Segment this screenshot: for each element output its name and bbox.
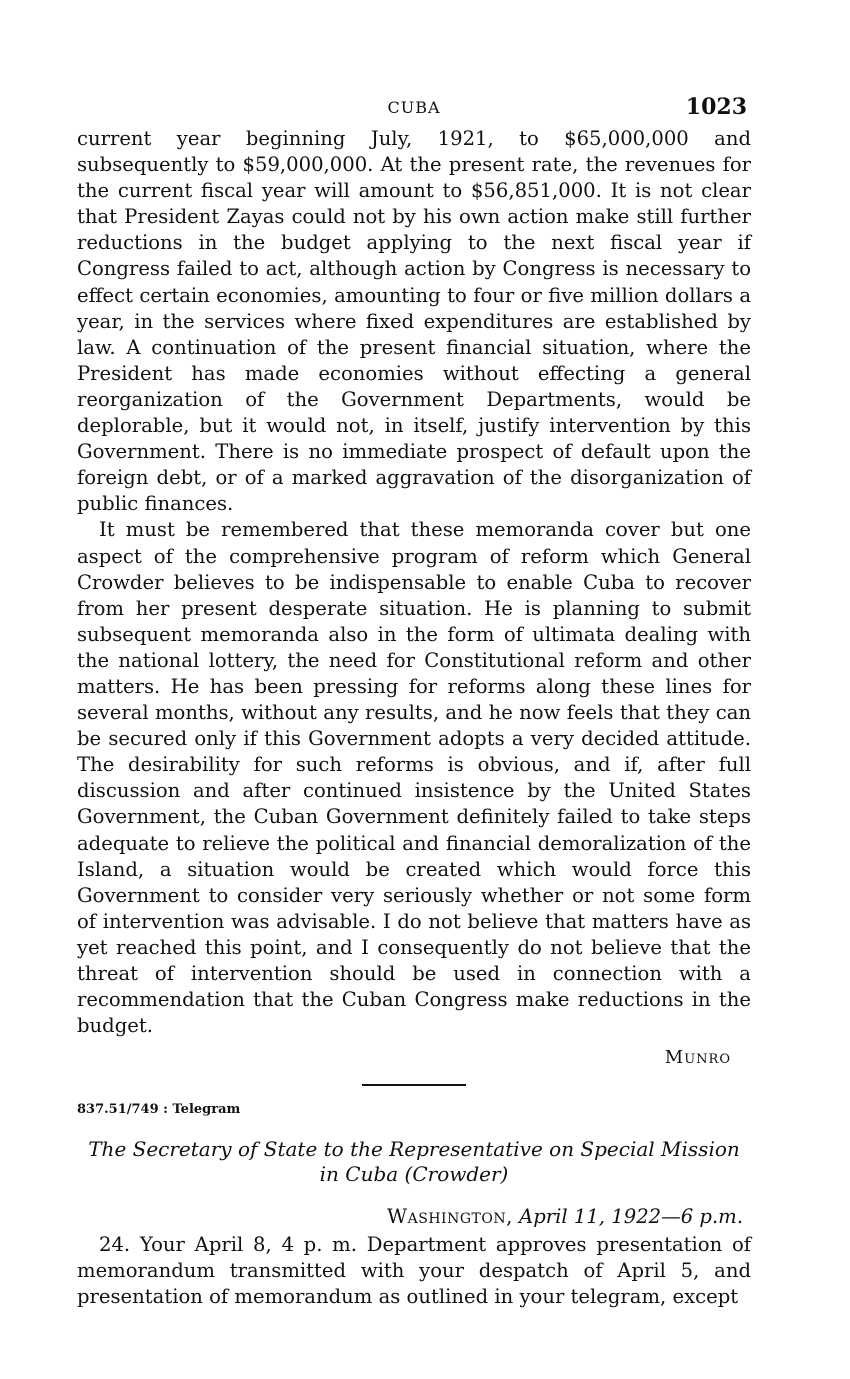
running-header	[77, 90, 751, 126]
telegram-body: 24. Your April 8, 4 p. m. Department approves presentation of memorandum transmitted with your despatch of April 5, and presentation of memorandum as outlined in your telegram, except	[77, 1233, 751, 1309]
dateline-place: Washington,	[387, 1205, 513, 1229]
signature: Munro	[664, 1047, 731, 1069]
page-number: 1023	[685, 94, 747, 120]
document-heading: The Secretary of State to the Representative on Special Mission in Cuba (Crowder)	[88, 1137, 740, 1187]
section-divider	[362, 1084, 466, 1086]
dateline-date: April 11, 1922—6 p.m.	[519, 1205, 743, 1229]
document-page	[77, 90, 751, 1311]
file-reference: 837.51/749 : Telegram	[77, 1102, 241, 1118]
dateline	[77, 1205, 751, 1228]
memo-paragraph-continued: current year beginning July, 1921, to $65,000,000 and subsequently to $59,000,000. At the present rate, the revenues for the current fiscal year will amount to $56,851,000. It is not clear that President Zayas could not by his own action make still further reductions in the budget applying to the next fiscal year if Congress failed to act, although action by Congress is necessary to effect certain economies, amounting to four or five million dollars a year, in the services where fixed expenditures are established by law. A continuation of the present financial situation, where the President has made economies without effecting a general reorganization of the Government Departments, would be deplorable, but it would not, in itself, justify intervention by this Government. There is no immediate prospect of default upon the foreign debt, or of a marked aggravation of the disorganization of public finances.	[77, 127, 751, 516]
memo-paragraph-reform: It must be remembered that these memoranda cover but one aspect of the comprehensive program of reform which General Crowder believes to be indispensable to enable Cuba to recover from her present desperate situation. He is planning to submit subsequent memoranda also in the form of ultimata dealing with the national lottery, the need for Constitutional reform and other matters. He has been pressing for reforms along these lines for several months, without any results, and he now feels that they can be secured only if this Government adopts a very decided attitude. The desirability for such reforms is obvious, and if, after full discussion and after continued insistence by the United States Government, the Cuban Government definitely failed to take steps adequate to relieve the political and financial demoralization of the Island, a situation would be created which would force this Government to consider very seriously whether or not some form of intervention was advisable. I do not believe that matters have as yet reached this point, and I consequently do not believe that the threat of intervention should be used in connection with a recommendation that the Cuban Congress make reductions in the budget.	[77, 518, 751, 1038]
running-title: CUBA	[387, 98, 441, 117]
